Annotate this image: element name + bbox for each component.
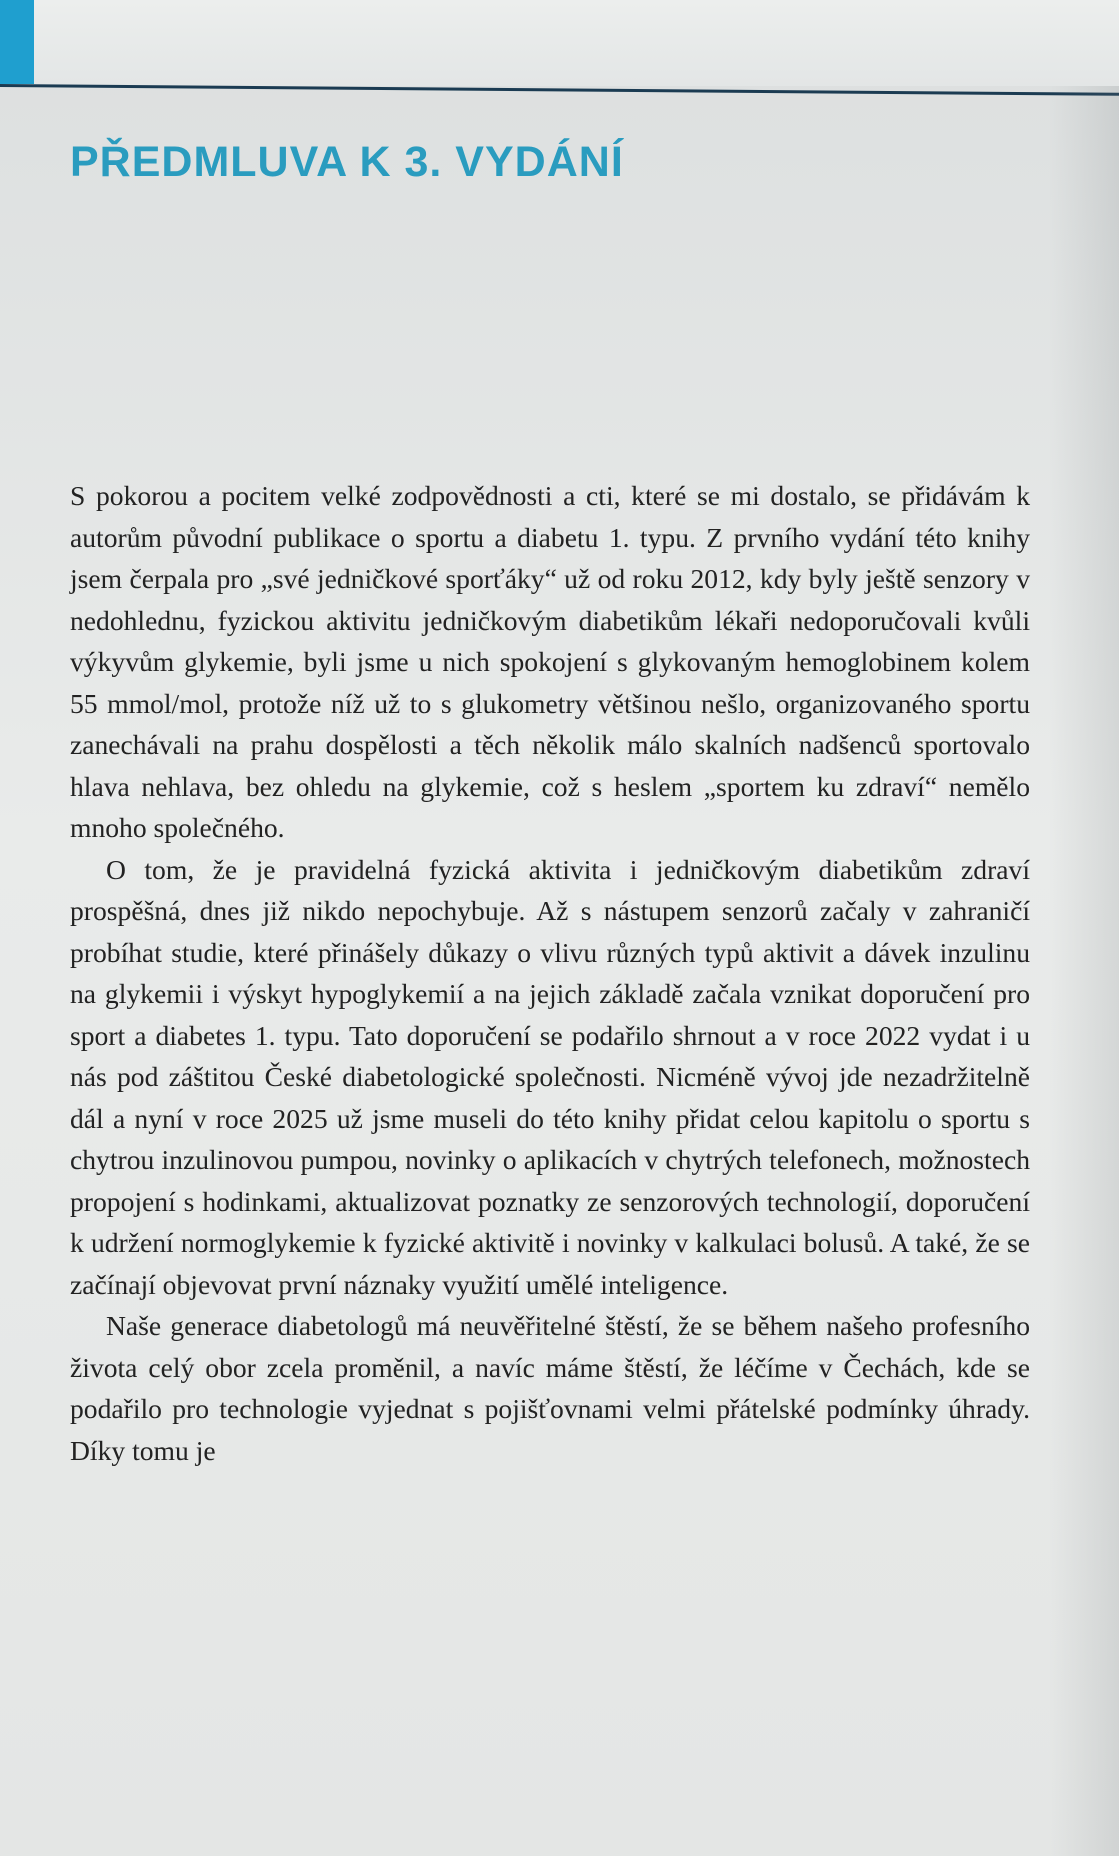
paragraph-2: O tom, že je pravidelná fyzická aktivita i jedničkovým diabetikům zdraví prospěšná, dnes již nikdo nepochybuje. Až s nástupem senzorů začaly v zahraničí probíhat studie, které přinášely důkazy o vlivu různých typů aktivit a dávek inzulinu na glykemii i výskyt hypoglykemií a na jejich základě začala vznikat doporučení pro sport a diabetes 1. typu. Tato doporučení se podařilo shrnout a v roce 2022 vydat i u nás pod záštitou České diabetologické společnosti. Nicméně vývoj jde nezadržitelně dál a nyní v roce 2025 už jsme museli do této knihy přidat celou kapitolu o sportu s chytrou inzulinovou pumpou, novinky o aplikacích v chytrých telefonech, možnostech propojení s hodinkami, aktualizovat poznatky ze senzorových technologií, doporučení k udržení normoglykemie k fyzické aktivitě i novinky v kalkulaci bolusů. A také, že se začínají objevovat první náznaky využití umělé inteligence. <box>70 853 1030 1300</box>
binding-shadow <box>1049 86 1119 1856</box>
body-text <box>70 475 1030 1471</box>
paragraph-3: Naše generace diabetologů má neuvěřitelné štěstí, že se během našeho profesního života celý obor zcela proměnil, a navíc máme štěstí, že léčíme v Čechách, kde se podařilo pro technologie vyjednat s pojišťovnami velmi přátelské podmínky úhrady. Díky tomu je <box>70 1310 1030 1466</box>
paragraph-1: S pokorou a pocitem velké zodpovědnosti a cti, které se mi dostalo, se přidávám k autorům původní publikace o sportu a diabetu 1. typu. Z prvního vydání této knihy jsem čerpala pro „své jedničkové sporťáky“ už od roku 2012, kdy byly ještě senzory v nedohlednu, fyzickou aktivitu jedničkovým diabetikům lékaři nedoporučovali kvůli výkyvům glykemie, byli jsme u nich spokojení s glykovaným hemoglobinem kolem 55 mmol/mol, protože níž už to s glukometry většinou nešlo, organizovaného sportu zanechávali na prahu dospělosti a těch několik málo skalních nadšenců sportovalo hlava nehlava, bez ohledu na glykemie, což s heslem „sportem ku zdraví“ nemělo mnoho společného. <box>70 480 1030 844</box>
previous-page-strip <box>0 0 1119 86</box>
chapter-accent-tab <box>0 0 34 84</box>
page-content <box>70 138 1030 1471</box>
chapter-title: PŘEDMLUVA K 3. VYDÁNÍ <box>70 138 624 186</box>
